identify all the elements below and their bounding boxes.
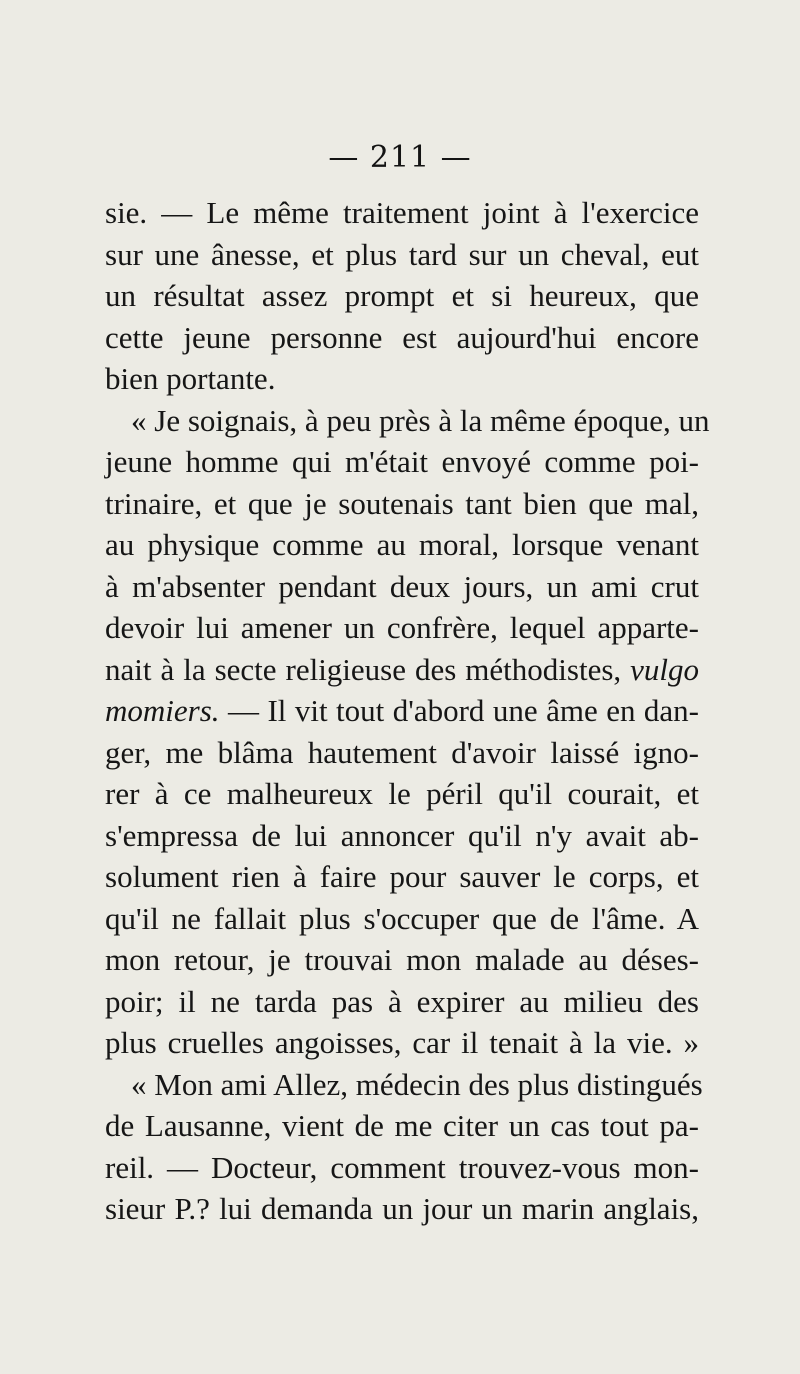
text-line (105, 690, 699, 732)
text-segment: nait à la secte religieuse des méthodistes, (105, 651, 622, 687)
text-line: « Je soignais, à peu près à la même époque, un (131, 402, 710, 438)
text-line: devoir lui amener un confrère, lequel apparte- (105, 610, 699, 645)
text-line: trinaire, et que je soutenais tant bien que mal, (105, 485, 699, 521)
text-line: sie. — Le même traitement joint à l'exercice (105, 195, 699, 230)
text-line: ger, me blâma hautement d'avoir laissé igno- (105, 734, 699, 770)
text-line: solument rien à faire pour sauver le corps, et (105, 859, 699, 894)
text-line: bien portante. (105, 361, 276, 396)
text-line: cette jeune personne est aujourd'hui encore (105, 319, 699, 355)
text-line: rer à ce malheureux le péril qu'il courait, et (105, 776, 699, 811)
text-line (105, 649, 699, 691)
text-line: un résultat assez prompt et si heureux, que (105, 278, 699, 313)
text-line: reil. — Docteur, comment trouvez-vous mon- (105, 1149, 699, 1185)
italic-word: vulgo (630, 651, 699, 687)
text-line: qu'il ne fallait plus s'occuper que de l'âme. A (105, 900, 699, 936)
text-line: jeune homme qui m'était envoyé comme poi- (105, 444, 699, 479)
text-line: mon retour, je trouvai mon malade au déses- (105, 942, 699, 977)
text-line: « Mon ami Allez, médecin des plus distingués (131, 1066, 703, 1102)
page-body-text (105, 192, 710, 1230)
text-line: de Lausanne, vient de me citer un cas tout pa- (105, 1108, 699, 1143)
italic-word: momiers. (105, 693, 220, 728)
text-segment: — Il vit tout d'abord une âme en dan- (228, 693, 699, 728)
text-line: plus cruelles angoisses, car il tenait à la vie. » (105, 1025, 699, 1060)
page-number-header: — 211 — (328, 140, 472, 175)
text-line: poir; il ne tarda pas à expirer au milieu des (105, 983, 699, 1019)
text-line: s'empressa de lui annoncer qu'il n'y avait ab- (105, 817, 699, 853)
text-line: sur une ânesse, et plus tard sur un cheval, eut (105, 236, 699, 272)
text-line: au physique comme au moral, lorsque venant (105, 527, 699, 562)
text-line: sieur P.? lui demanda un jour un marin anglais, (105, 1191, 699, 1226)
text-line: à m'absenter pendant deux jours, un ami crut (105, 568, 699, 604)
